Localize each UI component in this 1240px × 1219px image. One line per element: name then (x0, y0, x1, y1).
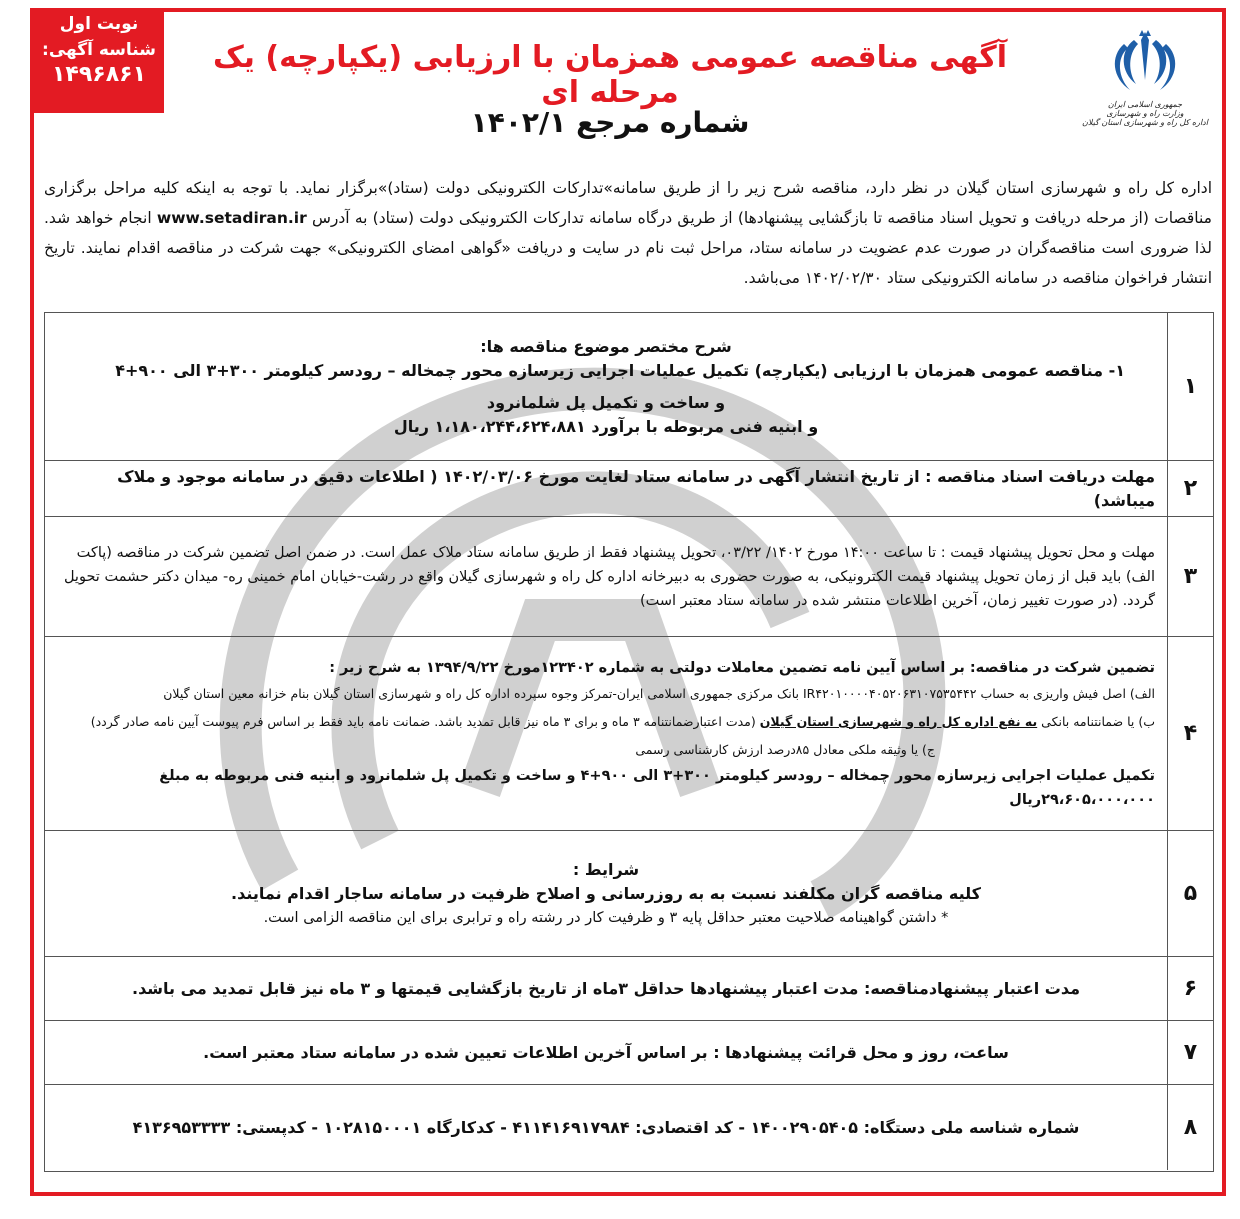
row-number: ۲ (1167, 461, 1213, 516)
guarantee-item-b-pre: ب) یا ضمانتنامه بانکی (1041, 713, 1155, 729)
opening-text: ساعت، روز و محل قرائت پیشنهادها : بر اساس آخرین اطلاعات تعیین شده در سامانه ستاد معتبر است. (203, 1042, 1009, 1062)
subject-heading: شرح مختصر موضوع مناقصه ها: (480, 336, 732, 356)
table-row (45, 313, 1213, 461)
guarantee-heading: تضمین شرکت در مناقصه: بر اساس آیین نامه تضمین معاملات دولتی به شماره ۱۲۳۴۰۲مورخ ۱۳۹۴/۹/۲۲ به شرح زیر : (329, 659, 1155, 676)
conditions-heading: شرایط : (572, 859, 640, 879)
table-row (45, 1085, 1213, 1170)
validity-text: مدت اعتبار پیشنهادمناقصه: مدت اعتبار پیشنهادها حداقل ۳ماه از تاریخ بازگشایی قیمتها و ۳ ماه نیز قابل تمدید می باشد. (131, 978, 1081, 998)
row-number: ۸ (1167, 1085, 1213, 1170)
row-number: ۶ (1167, 957, 1213, 1020)
intro-part-2: انجام خواهد شد. لذا ضروری است مناقصه‌گران در صورت عدم عضویت در سامانه ستاد، مراحل ثبت نام در سایت و دریافت «گواهی امضای الکترونیکی» جهت شرکت در مناقصه اقدام نمایند. تاریخ انتشار فراخوان مناقصه در سامانه الکترونیکی ستاد ۱۴۰۲/۰۲/۳۰ می‌باشد. (44, 209, 1212, 287)
intro-paragraph (44, 173, 1212, 293)
logo-line-1: جمهوری اسلامی ایران (1107, 100, 1183, 109)
table-row (45, 637, 1213, 831)
logo-line-3: اداره کل راه و شهرسازی استان گیلان (1082, 118, 1208, 127)
notice-badge (34, 8, 164, 113)
table-row (45, 1021, 1213, 1085)
row-number: ۴ (1167, 637, 1213, 830)
tender-details-table (44, 312, 1214, 1172)
guarantee-item-b (57, 708, 1155, 736)
guarantee-beneficiary: به نفع اداره کل راه و شهرسازی استان گیلان (759, 713, 1038, 729)
identifiers-text: شماره شناسه ملی دستگاه: ۱۴۰۰۲۹۰۵۴۰۵ - کد اقتصادی: ۴۱۱۴۱۶۹۱۷۹۸۴ - کدکارگاه ۱۰۲۸۱۵۰۰۰۱ - کدپستی: ۴۱۳۶۹۵۳۳۳۳ (132, 1117, 1080, 1137)
intro-part-1: اداره کل راه و شهرسازی استان گیلان در نظر دارد، مناقصه شرح زیر را از طریق سامانه»تدارکات الکترونیکی دولت (ستاد)»برگزار نماید. با توجه به اینکه کلیه مراحل برگزاری مناقصات (از مرحله دریافت و تحویل اسناد مناقصه تا بازگشایی پیشنهادها) از طریق درگاه سامانه تدارکات الکترونیکی دولت (ستاد) به آدرس (44, 179, 1212, 227)
row-number: ۵ (1167, 831, 1213, 956)
submission-deadline-text: مهلت و محل تحویل پیشنهاد قیمت : تا ساعت ۱۴:۰۰ مورخ ۱۴۰۲/ ۰۳/۲۲، تحویل پیشنهاد فقط از طریق سامانه ستاد ملاک عمل است. در ضمن اصل تضمین شرکت در مناقصه (پاکت الف) باید قبل از زمان تحویل پیشنهاد قیمت الکترونیکی، به صورت حضوری به دبیرخانه اداره کل راه و شهرسازی گیلان واقع در رشت-خیابان امام خمینی ره- میدان دکتر حشمت تحویل گردد. (در صورت تغییر زمان، آخرین اطلاعات منتشر شده در سامانه ستاد معتبر است) (63, 544, 1155, 609)
table-row (45, 831, 1213, 957)
row-number: ۱ (1167, 313, 1213, 460)
documents-deadline-text: مهلت دریافت اسناد مناقصه : از تاریخ انتشار آگهی در سامانه ستاد لغایت مورخ ۱۴۰۲/۰۳/۰۶ ( اطلاعات دقیق در سامانه موجود و ملاک میباشد) (117, 466, 1155, 510)
row-number: ۷ (1167, 1021, 1213, 1084)
guarantee-item-b-post: (مدت اعتبارضمانتنامه ۳ ماه و برای ۳ ماه نیز قابل تمدید باشد. ضمانت نامه باید فقط بر اساس فرم پیوست آیین نامه صادر گردد) (90, 713, 756, 729)
notice-id-number: ۱۴۹۶۸۶۱ (52, 62, 146, 87)
subject-line-2: و ساخت و تکمیل پل شلمانرود (486, 392, 726, 412)
reference-number: شماره مرجع ۱۴۰۲/۱ (470, 106, 750, 139)
table-row (45, 517, 1213, 637)
iran-emblem-icon (1110, 26, 1180, 96)
table-row (45, 957, 1213, 1021)
conditions-line-2: * داشتن گواهینامه صلاحیت معتبر حداقل پایه ۳ و ظرفیت کار در رشته راه و ترابری برای این مناقصه الزامی است. (263, 909, 949, 926)
guarantee-amount: تکمیل عملیات اجرایی زیرسازه محور چمخاله – رودسر کیلومتر ۳۰۰+۳ الی ۹۰۰+۴ و ساخت و تکمیل پل شلمانرود و ابنیه فنی مربوطه به مبلغ ۲۹،۶۰۵،۰۰۰،۰۰۰ریال (159, 767, 1155, 808)
guarantee-item-c: ج) یا وثیقه ملکی معادل ۸۵درصد ارزش کارشناسی رسمی (635, 741, 935, 757)
round-label: نوبت اول (59, 14, 139, 34)
subject-line-1: ۱- مناقصه عمومی همزمان با ارزیابی (یکپارچه) تکمیل عملیات اجرایی زیرسازه محور چمخاله – رودسر کیلومتر ۳۰۰+۳ الی ۹۰۰+۴ (115, 360, 1125, 380)
logo-line-2: وزارت راه و شهرسازی (1106, 109, 1184, 118)
notice-id-label: شناسه آگهی: (42, 40, 156, 60)
notice-title: آگهی مناقصه عمومی همزمان با ارزیابی (یکپارچه) یک مرحله ای (212, 40, 1008, 110)
emblem-logo (1070, 26, 1220, 166)
website-link[interactable]: www.setadiran.ir (156, 209, 307, 227)
conditions-line-1: کلیه مناقصه گران مکلفند نسبت به به روزرسانی و اصلاح ظرفیت در سامانه ساجار اقدام نمایند. (231, 883, 981, 903)
guarantee-item-a: الف) اصل فیش واریزی به حساب IR۴۲۰۱۰۰۰۰۴۰۵۲۰۶۳۱۰۷۵۳۵۴۴۲ بانک مرکزی جمهوری اسلامی ایران-تمرکز وجوه سپرده اداره کل راه و شهرسازی استان گیلان بنام خزانه معین استان گیلان (163, 685, 1155, 701)
subject-line-3: و ابنیه فنی مربوطه با برآورد ۱،۱۸۰،۲۴۴،۶۲۴،۸۸۱ ریال (393, 416, 819, 436)
row-number: ۳ (1167, 517, 1213, 636)
table-row (45, 461, 1213, 517)
